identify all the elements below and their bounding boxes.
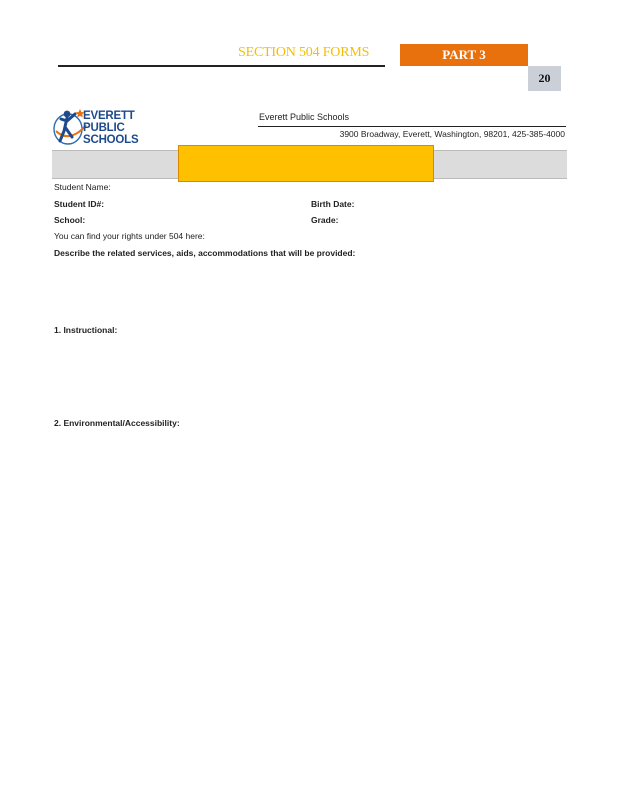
- describe-label: Describe the related services, aids, accommodations that will be provided:: [54, 248, 356, 258]
- section-title: SECTION 504 FORMS: [238, 45, 370, 60]
- birth-date-label: Birth Date:: [311, 199, 355, 209]
- environmental-label: 2. Environmental/Accessibility:: [54, 418, 180, 428]
- header-rule: [58, 65, 385, 67]
- logo-line-2: PUBLIC: [83, 122, 125, 134]
- logo-wordmark: [83, 110, 173, 146]
- logo-line-1: EVERETT: [83, 110, 135, 122]
- logo-line-3: SCHOOLS: [83, 134, 139, 146]
- form-title-box: [178, 145, 434, 182]
- district-rule: [258, 126, 566, 127]
- district-address: 3900 Broadway, Everett, Washington, 98201, 425-385-4000: [339, 129, 565, 139]
- part-badge: PART 3: [400, 44, 528, 66]
- rights-text: You can find your rights under 504 here:: [54, 231, 205, 241]
- district-name: Everett Public Schools: [259, 112, 350, 122]
- student-id-label: Student ID#:: [54, 199, 105, 209]
- grade-label: Grade:: [311, 215, 339, 225]
- school-label: School:: [54, 215, 86, 225]
- page-number: 20: [528, 66, 561, 91]
- instructional-label: 1. Instructional:: [54, 325, 118, 335]
- student-name-label: Student Name:: [54, 182, 111, 192]
